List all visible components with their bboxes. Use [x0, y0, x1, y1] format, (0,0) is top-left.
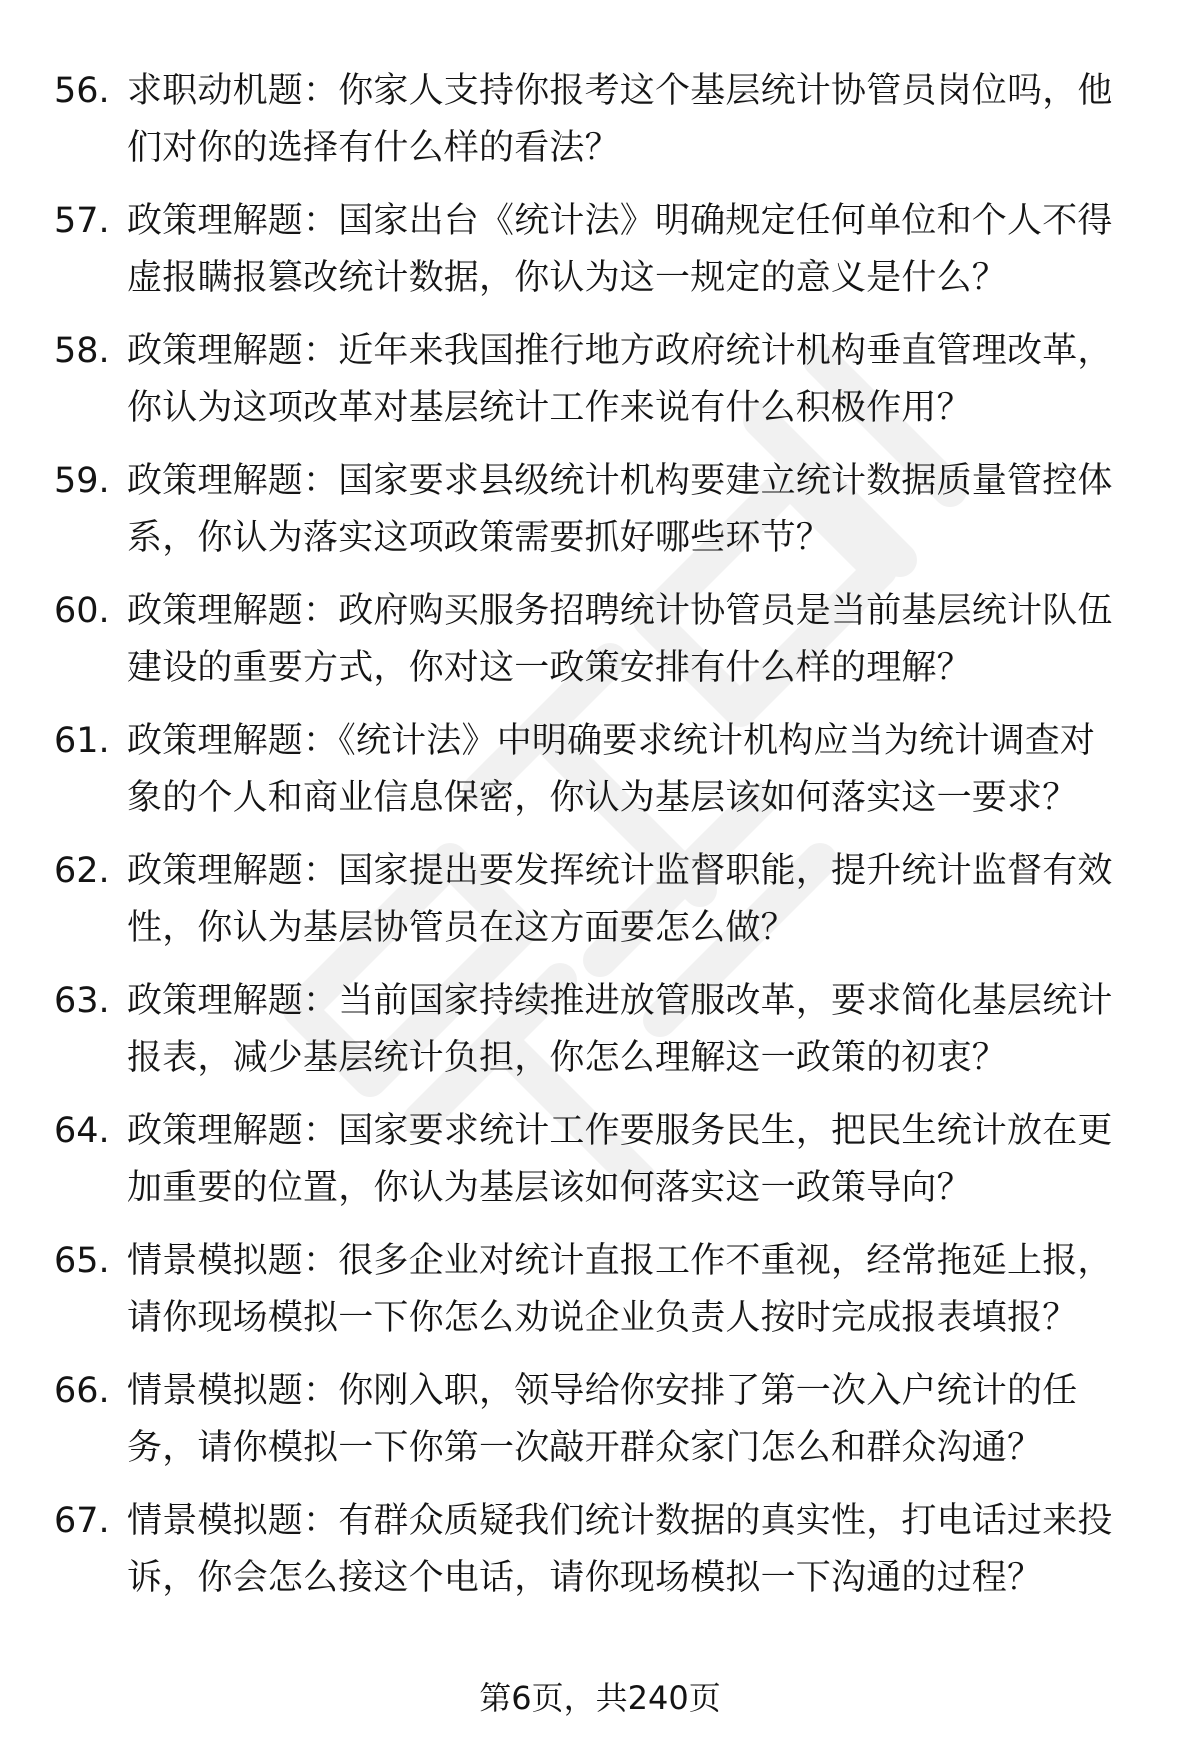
question-item [0, 973, 1200, 1113]
question-number: 59. [54, 461, 110, 501]
question-text-line: 政策理解题：国家出台《统计法》明确规定任何单位和个人不得 [127, 201, 1113, 241]
question-text-line: 们对你的选择有什么样的看法？ [127, 128, 620, 168]
question-number: 60. [54, 591, 110, 631]
question-number: 61. [54, 721, 110, 761]
question-text-line: 诉，你会怎么接这个电话，请你现场模拟一下沟通的过程？ [127, 1558, 1043, 1598]
question-text-line: 政策理解题：政府购买服务招聘统计协管员是当前基层统计队伍 [127, 591, 1113, 631]
question-text-line: 政策理解题：《统计法》中明确要求统计机构应当为统计调查对 [127, 721, 1096, 761]
question-item [0, 63, 1200, 203]
question-text-line: 你认为这项改革对基层统计工作来说有什么积极作用？ [127, 388, 972, 428]
question-number: 67. [54, 1501, 110, 1541]
question-text-line: 请你现场模拟一下你怎么劝说企业负责人按时完成报表填报？ [127, 1298, 1078, 1338]
question-text-line: 情景模拟题：有群众质疑我们统计数据的真实性，打电话过来投 [127, 1501, 1113, 1541]
question-number: 63. [54, 981, 110, 1021]
question-item [0, 1103, 1200, 1243]
question-number: 66. [54, 1371, 110, 1411]
question-text-line: 政策理解题：国家要求统计工作要服务民生，把民生统计放在更 [127, 1111, 1113, 1151]
question-text-line: 政策理解题：国家提出要发挥统计监督职能，提升统计监督有效 [127, 851, 1113, 891]
question-text-line: 务，请你模拟一下你第一次敲开群众家门怎么和群众沟通？ [127, 1428, 1043, 1468]
question-item [0, 193, 1200, 333]
question-text-line: 系，你认为落实这项政策需要抓好哪些环节？ [127, 518, 832, 558]
question-number: 56. [54, 71, 110, 111]
question-item [0, 453, 1200, 593]
question-item [0, 843, 1200, 983]
question-text-line: 象的个人和商业信息保密，你认为基层该如何落实这一要求？ [127, 778, 1078, 818]
question-item [0, 1493, 1200, 1633]
question-item [0, 323, 1200, 463]
question-item [0, 713, 1200, 853]
question-item [0, 583, 1200, 723]
question-text-line: 情景模拟题：你刚入职，领导给你安排了第一次入户统计的任 [127, 1371, 1078, 1411]
question-item [0, 1233, 1200, 1373]
question-number: 57. [54, 201, 110, 241]
question-text-line: 加重要的位置，你认为基层该如何落实这一政策导向？ [127, 1168, 972, 1208]
question-number: 58. [54, 331, 110, 371]
question-text-line: 政策理解题：当前国家持续推进放管服改革，要求简化基层统计 [127, 981, 1113, 1021]
question-number: 64. [54, 1111, 110, 1151]
question-text-line: 虚报瞒报篡改统计数据，你认为这一规定的意义是什么？ [127, 258, 1008, 298]
question-number: 65. [54, 1241, 110, 1281]
question-item [0, 1363, 1200, 1503]
question-text-line: 求职动机题：你家人支持你报考这个基层统计协管员岗位吗，他 [127, 71, 1113, 111]
question-text-line: 建设的重要方式，你对这一政策安排有什么样的理解？ [127, 648, 972, 688]
question-text-line: 性，你认为基层协管员在这方面要怎么做？ [127, 908, 796, 948]
question-text-line: 政策理解题：近年来我国推行地方政府统计机构垂直管理改革， [127, 331, 1113, 371]
question-text-line: 情景模拟题：很多企业对统计直报工作不重视，经常拖延上报， [127, 1241, 1113, 1281]
question-number: 62. [54, 851, 110, 891]
question-text-line: 政策理解题：国家要求县级统计机构要建立统计数据质量管控体 [127, 461, 1113, 501]
question-text-line: 报表，减少基层统计负担，你怎么理解这一政策的初衷？ [127, 1038, 1008, 1078]
page-number-footer: 第6页，共240页 [479, 1679, 721, 1717]
